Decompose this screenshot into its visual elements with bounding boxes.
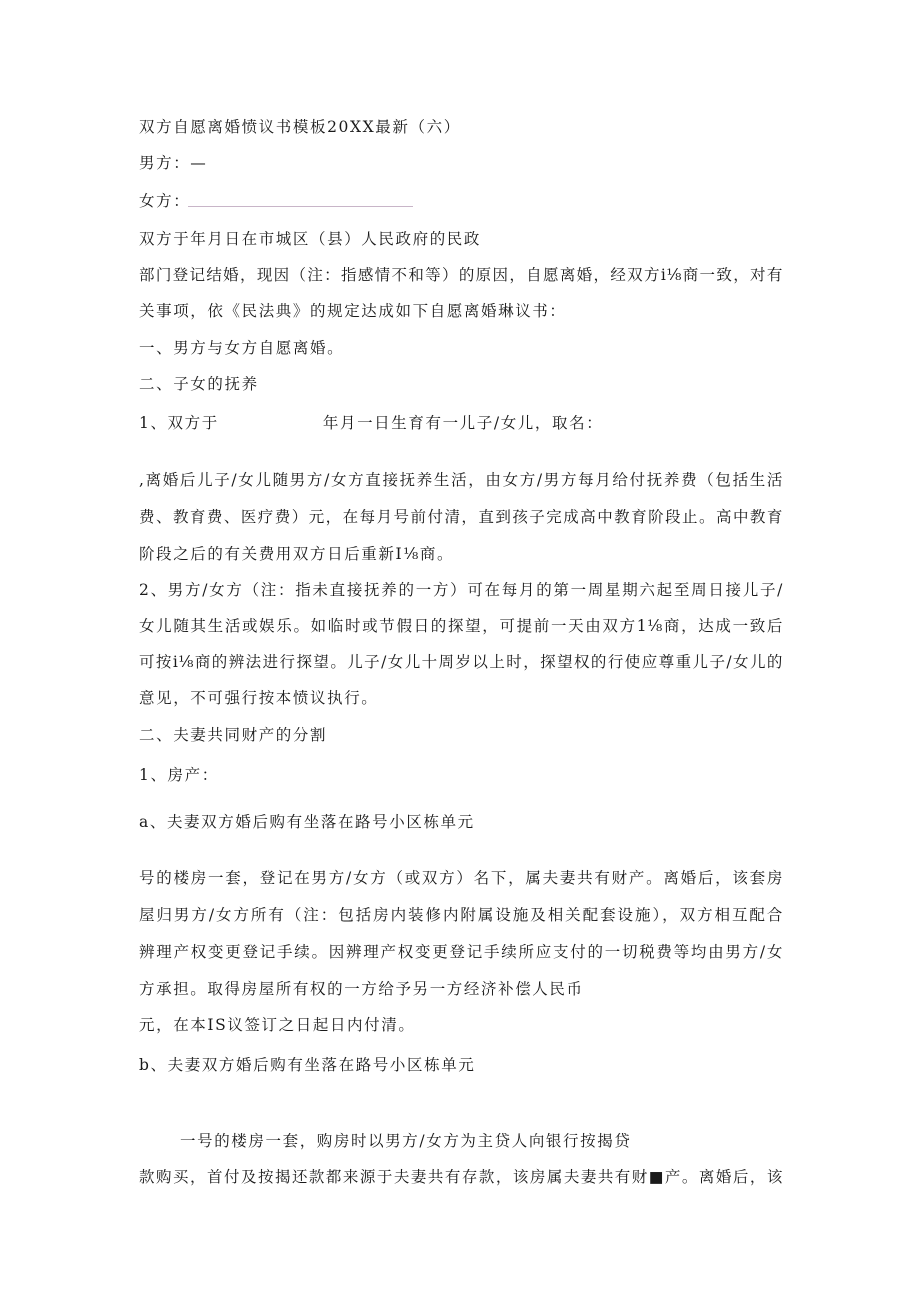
paragraph-line: 阶段之后的有关费用双方日后重新I⅛商。 (139, 545, 455, 563)
child-birth-prefix: 1、双方于 (139, 414, 219, 432)
clause-heading: b、夫妻双方婚后购有坐落在路号小区栋单元 (139, 1056, 476, 1074)
document-title: 双方自愿离婚愤议书模板20XX最新（六） (139, 118, 461, 136)
female-party-line: 女方： (139, 192, 191, 210)
paragraph-line: 号的楼房一套，登记在男方/女方（或双方）名下，属夫妻共有财产。离婚后，该套房 (139, 869, 783, 887)
paragraph-line: ,离婚后儿子/女儿随男方/女方直接抚养生活，由女方/男方每月给付抚养费（包括生活 (139, 471, 783, 489)
female-party-blank (188, 206, 413, 207)
subsection-heading: 1、房产： (139, 766, 219, 784)
male-party-line: 男方：— (139, 154, 208, 172)
paragraph-line: 方承担。取得房屋所有权的一方给予另一方经济补偿人民币 (139, 980, 584, 998)
paragraph-line: 关事项，依《民法典》的规定达成如下自愿离婚琳议书： (139, 302, 567, 320)
paragraph-line: 部门登记结婚，现因（注：指感情不和等）的原因，自愿离婚，经双方i⅛商一致，对有 (139, 266, 783, 284)
paragraph-line: 意见，不可强行按本愤议执行。 (139, 689, 379, 707)
section-heading: 二、夫妻共同财产的分割 (139, 726, 328, 744)
paragraph-line: 双方于年月日在市城区（县）人民政府的民政 (139, 230, 482, 248)
paragraph-line: 费、教育费、医疗费）元，在每月号前付清，直到孩子完成高中教育阶段止。高中教育 (139, 508, 783, 526)
paragraph-line: 款购买，首付及按揭还款都来源于夫妻共有存款，该房属夫妻共有财■产。离婚后，该 (139, 1168, 783, 1186)
paragraph-line: 可按i⅛商的辨法进行探望。儿子/女儿十周岁以上时，探望权的行使应尊重儿子/女儿的 (139, 653, 783, 671)
child-birth-suffix: 年月一日生育有一儿子/女儿，取名： (322, 414, 604, 432)
paragraph-line: 2、男方/女方（注：指未直接抚养的一方）可在每月的第一周星期六起至周日接儿子/ (139, 581, 783, 599)
clause-heading: 一、男方与女方自愿离婚。 (139, 339, 345, 357)
clause-heading: a、夫妻双方婚后购有坐落在路号小区栋单元 (139, 813, 475, 831)
paragraph-line: 屋归男方/女方所有（注：包括房内装修内附属设施及相关配套设施），双方相互配合 (139, 906, 783, 924)
paragraph-line: 一号的楼房一套，购房时以男方/女方为主贷人向银行按揭贷 (180, 1132, 632, 1150)
paragraph-line: 元，在本IS议签订之日起日内付清。 (139, 1016, 416, 1034)
paragraph-line: 女儿随其生活或娱乐。如临时或节假日的探望，可提前一天由双方1⅛商，达成一致后 (139, 617, 783, 635)
paragraph-line: 辨理产权变更登记手续。因辨理产权变更登记手续所应支付的一切税费等均由男方/女 (139, 943, 783, 961)
child-birth-line (139, 413, 603, 433)
section-heading: 二、子女的抚养 (139, 375, 259, 393)
